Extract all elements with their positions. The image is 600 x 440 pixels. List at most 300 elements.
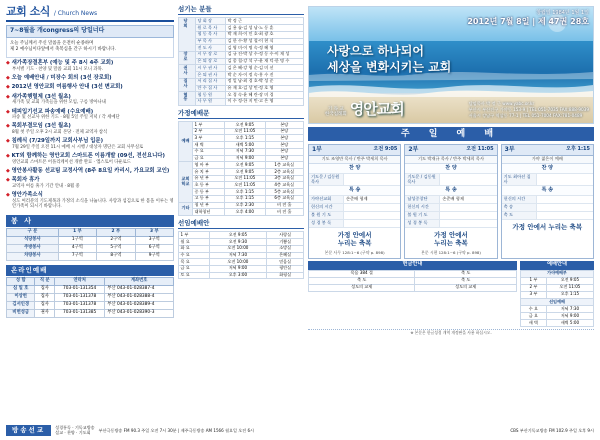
cell: 심 일 호 [7,286,35,294]
order-row [502,212,593,220]
table-row [179,155,304,162]
cell: 새 벽 [521,320,547,327]
cell: 8구역 [97,252,135,260]
service-column-2 [404,144,497,258]
service-time: 오전 11:05 [225,128,265,135]
online-table [6,277,174,318]
news-item [6,192,174,210]
broadcast-label: 방송선교 [6,425,51,436]
person-names: 박 정 근 [226,18,304,25]
table-row [521,291,594,298]
news-item-title: ◆ 새가족장결혼부 (예능 및 주 8시 4주 교회) [6,60,174,67]
person-names: 정 일 남·최 경 호·박 성 준 [226,78,304,85]
news-item-title: ◆ 새가족행렬제 (3선 월초) [6,94,174,101]
service-time: 오전 9:05 [225,162,265,169]
service-columns [308,144,594,258]
service-column-1 [308,144,401,258]
sermon-title-line-2: 누리는 축복 [337,239,372,248]
special-song-label: 특 송 [405,186,496,196]
cell: 축 도 [415,270,517,277]
offering-table [308,270,517,292]
denomination-line-1: 기 독 교 [327,107,344,113]
role-label: 시 무 권 사 [196,65,226,72]
order-row [405,196,496,204]
denomination-mark [325,108,347,118]
news-item [6,84,174,91]
table-header-row [7,278,174,286]
fellow-name: 금 요 [179,265,210,272]
order-row [405,212,496,220]
fellow-place: 믿음실 [267,259,304,266]
cell: 오후 1:15 [546,291,593,298]
table-row [179,78,304,85]
news-item-title: ◆ 침례식 (7/29일까지 교회사부님 입문) [6,138,174,145]
role-label: 은 퇴 권 사 [196,72,226,79]
role-label: 당 회 장 [196,18,226,25]
category-label: 집사 [179,78,196,91]
table-row [179,18,304,25]
table-row [179,58,304,65]
service-number: 3부 [504,145,515,153]
notice-line-2: 제 2 예수님이다앞에서 축복심을 간구 하시기 바랍니다. [10,47,116,53]
order-key: 기도문 / 김동원 목사 [309,174,344,186]
news-item-title: ◆ 영안봉사활동 선교팀 교정사역 (8주 8요일 카리시, 가요교회 교인) [6,168,174,175]
service-place: 비 전 홀 [265,202,303,209]
service-time: 오전 11:05 [225,175,265,182]
row-label: 주방봉사 [7,244,59,252]
church-name: 영안교회 [349,99,404,118]
service-name: 1 부 [193,122,225,129]
table-row [179,128,304,135]
special-song-group: 남성중창단 [405,196,440,203]
broadcast-left-line-1: 성경통독 · 기독교방송 [55,424,95,430]
fellow-name: 1 부 [179,232,210,239]
order-key: 성 경 봉 독 [405,220,440,227]
table-row [521,312,594,319]
service-place: 본당 [265,142,303,149]
praise-label: 찬 양 [309,164,400,174]
news-item-title: ◆ 오늘 예배안내 / 미장수 회의 (3선 장로회) [6,75,174,82]
praise-label: 찬 양 [405,164,496,174]
category-label: 교회학교 [179,162,193,202]
person-names: 김 은 혜·강 영 순·김 미 선 [226,65,304,72]
order-value [537,196,593,203]
fellow-place: 화평실 [267,272,304,279]
order-key: 축 도 [502,212,537,219]
service-name: 초 등 부 [193,182,225,189]
fellowship-header: 선임예배안 [178,220,304,229]
service-time: 오후 2:30 [225,202,265,209]
service-name: 2 부 [193,128,225,135]
broadcast-center-text: 부산극동방송 FM 90.3 주일 오전 7시 30분 | 제주극동방송 AM 1566 월요일 오전 6시 [98,427,254,433]
order-row [405,174,496,187]
special-song-label: 특 송 [309,186,400,196]
table-row [7,252,174,260]
service-name: 3 부 [193,135,225,142]
fellow-time: 저녁 7:30 [209,252,267,259]
contact-line-3: 서울시 강남구 역삼동 77-1 | TEL 051-7004 FAX:781-0489 [468,113,583,119]
order-value [344,204,400,211]
fellow-place: 평안실 [267,265,304,272]
cell: 오전 9:05 [546,277,593,284]
cell: 성도의 교제 [415,284,517,291]
role-label: 원 로 목 사 [196,25,226,32]
cell: 3구역 [135,236,173,244]
service-number: 1부 [312,145,322,153]
news-items [6,60,174,209]
order-value [537,212,593,219]
cell: 1구역 [58,236,96,244]
service-name: 청 년 부 [193,202,225,209]
table-row [179,85,304,92]
service-time: 저녁 7:30 [225,148,265,155]
category-label: 협동 [179,92,196,105]
worship-schedule-table [178,121,304,216]
news-item-sub: 부서별 기도 · 찬양 및 말씀 교회 11시 모니 과목. [12,67,104,73]
category-label: 예배 [179,122,193,162]
service-subtitle: 기도 조영만 목사 / 반주 박세희 목사 [309,156,400,164]
order-key: 헌신의 시간 [405,204,440,211]
news-item [6,75,174,82]
cell: 새벽 5:00 [546,320,593,327]
category-label: 기타 [179,202,193,215]
cell: 703-01-131354 [54,286,104,294]
cell: 목음 384 절 [309,270,415,277]
service-number: 2부 [408,145,419,153]
sermon-title [502,220,593,235]
cell: 부산 043-01-028387-4 [105,286,174,294]
table-row [179,245,304,252]
middle-column [178,6,304,434]
news-item-title: ◆ 영안가족소식 [6,192,174,199]
cell: 2 부 [521,284,547,291]
col-header: 3 부 [135,228,173,236]
service-name: 유 치 부 [193,169,225,176]
fellow-time: 오전 10:00 [209,245,267,252]
news-item [6,123,174,135]
service-place: 6층 교육실 [265,195,303,202]
order-row [309,196,400,204]
service-name: 수 요 [193,148,225,155]
role-label: 은 퇴 장 로 [196,58,226,65]
table-row [179,202,304,209]
person-names: 김 영 미·이 명 숙·정 혜 영 [226,45,304,52]
right-footer-note: ※ 본문은 한글성경 개역 개정판을 사용 하십시오. [308,329,594,335]
service-header [309,145,400,156]
table-row [179,232,304,239]
role-label: 부 목 사 [196,38,226,45]
col-header: 직 분 [35,278,55,286]
person-names: 유 재 호·김 상 민·정 호 영 [226,85,304,92]
offering-block [308,261,517,328]
home-worship-header: 가정예배문 [178,110,304,119]
denomination-line-2: 한국침례회 [325,112,347,118]
table-row [521,305,594,312]
cell: 금 요 [521,312,547,319]
service-subtitle: 가야 젊은이 예배 [502,156,593,164]
order-key: 기도문 / 김동원 목사 [405,174,440,186]
role-label: 사 무 원 [196,98,226,105]
role-label: 시 무 장 로 [196,51,226,58]
news-item [6,153,174,165]
news-item-title: ◆ 2012년 영안교회 여름행사 안내 (3선 변교회) [6,84,174,91]
cell: 부산 043-01-028389-4 [105,301,174,309]
category-label: 권사 [179,65,196,78]
news-item-sub: 교역자 여름 휴가 기간 안내 · 8월 중 [12,183,80,189]
sermon-scripture: 본문 사무 128:1~6 (구약 p. 898) [324,250,385,256]
order-value [440,204,496,211]
sermon-title [405,228,496,252]
fellow-name: 월 요 [179,239,210,246]
praise-label: 찬 양 [502,164,593,174]
cell: 5구역 [97,244,135,252]
cell: 6구역 [135,244,173,252]
service-name: 금 요 [193,155,225,162]
service-time: 오전 11:05 [225,182,265,189]
order-row [309,220,400,228]
service-column-3 [501,144,594,258]
left-column [6,6,174,434]
order-key: 볼 원 기 도 [309,212,344,219]
table-row [309,277,517,284]
service-time: 새벽 5:00 [225,142,265,149]
news-item [6,177,174,189]
broadcast-bar [6,425,594,436]
table-row [179,209,304,216]
order-key: 기도 최아선 집사 [502,174,537,186]
order-value [440,220,496,227]
table-row [309,270,517,277]
table-row [7,286,174,294]
service-place: 본당 [265,122,303,129]
sermon-person: 손준배 형제 [442,196,464,202]
table-row [521,298,594,305]
person-names: 김 종 철·강 석 구·윤 재 덕·한 명 수 [226,58,304,65]
service-place: 본당 [265,148,303,155]
service-time: 오전 9:05 [225,122,265,129]
service-place: 비 전 홀 [265,209,303,216]
col-header: 2 부 [97,228,135,236]
order-row [405,204,496,212]
role-label: 안 수 집 사 [196,85,226,92]
church-news-title [6,6,174,22]
service-time: 오후 1:15 [225,195,265,202]
col-header: 1 부 [58,228,96,236]
order-key: 축 송 [502,204,537,211]
cell: 오전 11:05 [546,284,593,291]
sermon-title [309,228,400,252]
sermon-title-line-1: 가정 안에서 누리는 축복 [512,222,583,231]
service-time: 오후 1:15 [225,189,265,196]
cell: 703-01-131378 [54,294,104,302]
category-label: 장로 [179,51,196,64]
cell: 집사 [35,301,55,309]
fellow-time: 오전 10:00 [209,259,267,266]
cell: 성도의 교제 [309,284,415,291]
service-name: 유 년 부 [193,175,225,182]
order-row [502,204,593,212]
cell: 1 부 [521,277,547,284]
church-logo [325,101,404,118]
cell: 수 요 [521,305,547,312]
news-item-sub: 파송 및 선교사 위한 기도 · 8월 5일 주일 저녁 / 각 세예단 [12,115,120,121]
fellow-place: 사랑실 [267,232,304,239]
news-item-sub: 성도 여러분의 기도제목과 가정의 소식을 나눕니다. 사랑과 섬김으로 한 몸을 이루는 영안가족이 되시기 바랍니다. [12,198,174,210]
order-value [344,212,400,219]
broadcast-right-text: CBS 부산기독교방송 FM 102.9 주일 오후 9시 [510,427,594,433]
cell: 703-01-131378 [54,301,104,309]
church-news-title-ko: 교회 소식 [6,5,50,18]
cell: 703-01-131385 [54,309,104,317]
worship-guide-table [520,270,594,328]
service-place: 4층 교육실 [265,182,303,189]
cell: 축 도 [309,277,415,284]
order-value [440,174,496,186]
table-row [521,320,594,327]
person-names: 이 수 정·한 지 민·고 은 영 [226,98,304,105]
order-row [405,220,496,228]
notice-line-1: 오늘 주님께서 주신 말씀을 온전히 순종하며 [10,40,94,46]
service-place: 3층 교육실 [265,175,303,182]
sermon-scripture: 본문 시편 128:1~6 (구약 p. 898) [421,250,481,256]
col-header: 연락처 [54,278,104,286]
offering-header: 헌금안내 [308,261,517,270]
table-row [179,162,304,169]
founding-date: 창립일 1984년 1월 1일 [536,10,589,16]
table-row [7,244,174,252]
table-row [179,252,304,259]
cell: 이상헌 [7,294,35,302]
cell: 3 부 [521,291,547,298]
worship-guide-block [520,261,594,328]
person-names: 김 용 술·김 성 남·노 동 훈 [226,25,304,32]
volunteer-section-header: 봉 사 [6,215,174,227]
category-label: 당회 [179,18,196,52]
broadcast-left-text [55,425,95,436]
order-value [344,220,400,227]
service-name: 새 벽 [193,142,225,149]
broadcast-left-line-2: 설교 · 찬양 · 기도회 [55,430,91,436]
news-item [6,138,174,150]
fellow-name: 토 요 [179,272,210,279]
servants-header: 섬기는 분들 [178,6,304,15]
order-key: 볼 원 기 도 [405,212,440,219]
masthead-banner [308,6,594,124]
table-row [179,135,304,142]
cell: 저녁 7:30 [546,305,593,312]
service-time: 오후 1:15 [566,145,590,152]
table-row [309,284,517,291]
fellowship-table [178,231,304,279]
volunteer-table [6,228,174,261]
order-value [537,204,593,211]
table-row [179,65,304,72]
service-subtitle: 기도 박재규 목사 / 반주 박세희 목사 [405,156,496,164]
sermon-person: 손준배 형제 [346,196,368,202]
table-row [179,195,304,202]
service-time: 오전 9:05 [225,169,265,176]
fellow-time: 오후 3:00 [209,272,267,279]
news-item [6,60,174,72]
sunday-worship-bar: 주 일 예 배 [308,127,594,141]
service-name: 대학청년 [193,209,225,216]
fellow-time: 저녁 9:00 [209,265,267,272]
person-names: 김 한 수·황 성 철·이 현 식 [226,38,304,45]
cell: 9구역 [135,252,173,260]
special-song-label: 특 송 [502,186,593,196]
service-time: 오후 1:15 [225,135,265,142]
news-item-sub: 7월 29일 주일 오전 11시 예배 시 시행 / 대상자 명단은 교회 사무실로 [12,144,144,150]
service-name: 영 아 부 [193,162,225,169]
role-label: 전 도 사 [196,45,226,52]
news-item-title: ◆ 목회부결모임 (3선 월초) [6,123,174,130]
service-place: 본당 [265,155,303,162]
service-header [405,145,496,156]
fellow-name: 목 요 [179,259,210,266]
news-item-title: ◆ 목회자 휴가 [6,177,174,184]
order-row [502,174,593,187]
service-place: 1층 교육실 [265,162,303,169]
news-item-title: ◆ KT외 함께하는 영안교회 스마트폰 이름개발 (09선, 전선요니다) [6,153,174,160]
worship-guide-header: 예배안내 [520,261,594,270]
order-key: 성 경 봉 독 [309,220,344,227]
slogan-line-2: 세상을 변화시키는 교회 [327,60,452,75]
fellow-place: 소망실 [267,245,304,252]
cell: 집사 [35,286,55,294]
sermon-scripture [502,234,593,236]
person-names: 오 경 숙·윤 혜 란·장 미 경 [226,92,304,99]
news-item-sub: 새가족 및 교회 가족들을 위한 모임, 구름 방아나내 [12,100,106,106]
cell: 부산 043-01-028388-4 [105,294,174,302]
service-name: 중 등 부 [193,189,225,196]
notice-body [6,38,174,59]
service-place: 5층 교육실 [265,189,303,196]
table-row [179,38,304,45]
table-row [179,182,304,189]
order-value [440,212,496,219]
service-header [502,145,593,156]
table-header-row [7,228,174,236]
cell: 집사 [35,294,55,302]
table-row [179,98,304,105]
fellow-name: 화 요 [179,245,210,252]
cell: 김서인경 [7,301,35,309]
news-item [6,94,174,106]
online-section-header: 온라인예배 [6,265,174,276]
role-label: 서 리 집 사 [196,78,226,85]
order-row [309,212,400,220]
service-time: 오전 9:05 [373,145,398,152]
service-place: 본당 [265,128,303,135]
cell: 저녁 9:00 [546,312,593,319]
order-row [309,204,400,212]
col-header: 계좌번호 [105,278,174,286]
news-item-sub: 8월 첫 주일 오후 2시 교회 본당 · 전체 교역자 참석 [12,130,108,136]
fellow-place: 기쁨실 [267,239,304,246]
col-header: 성 함 [7,278,35,286]
special-song-group: 가야선교회 [309,196,344,203]
service-time: 오전 11:05 [466,145,494,152]
sermon-title-line-2: 누리는 축복 [434,239,468,248]
cell: 4구역 [58,244,96,252]
service-place: 2층 교육실 [265,169,303,176]
person-names: 박 순 자·이 정 숙·홍 수 진 [226,72,304,79]
contact-info [469,101,589,119]
order-key: 헌신의 시간 [502,196,537,203]
cell: 권사 [35,309,55,317]
fellow-time: 오전 9:30 [209,239,267,246]
cell: 7구역 [58,252,96,260]
